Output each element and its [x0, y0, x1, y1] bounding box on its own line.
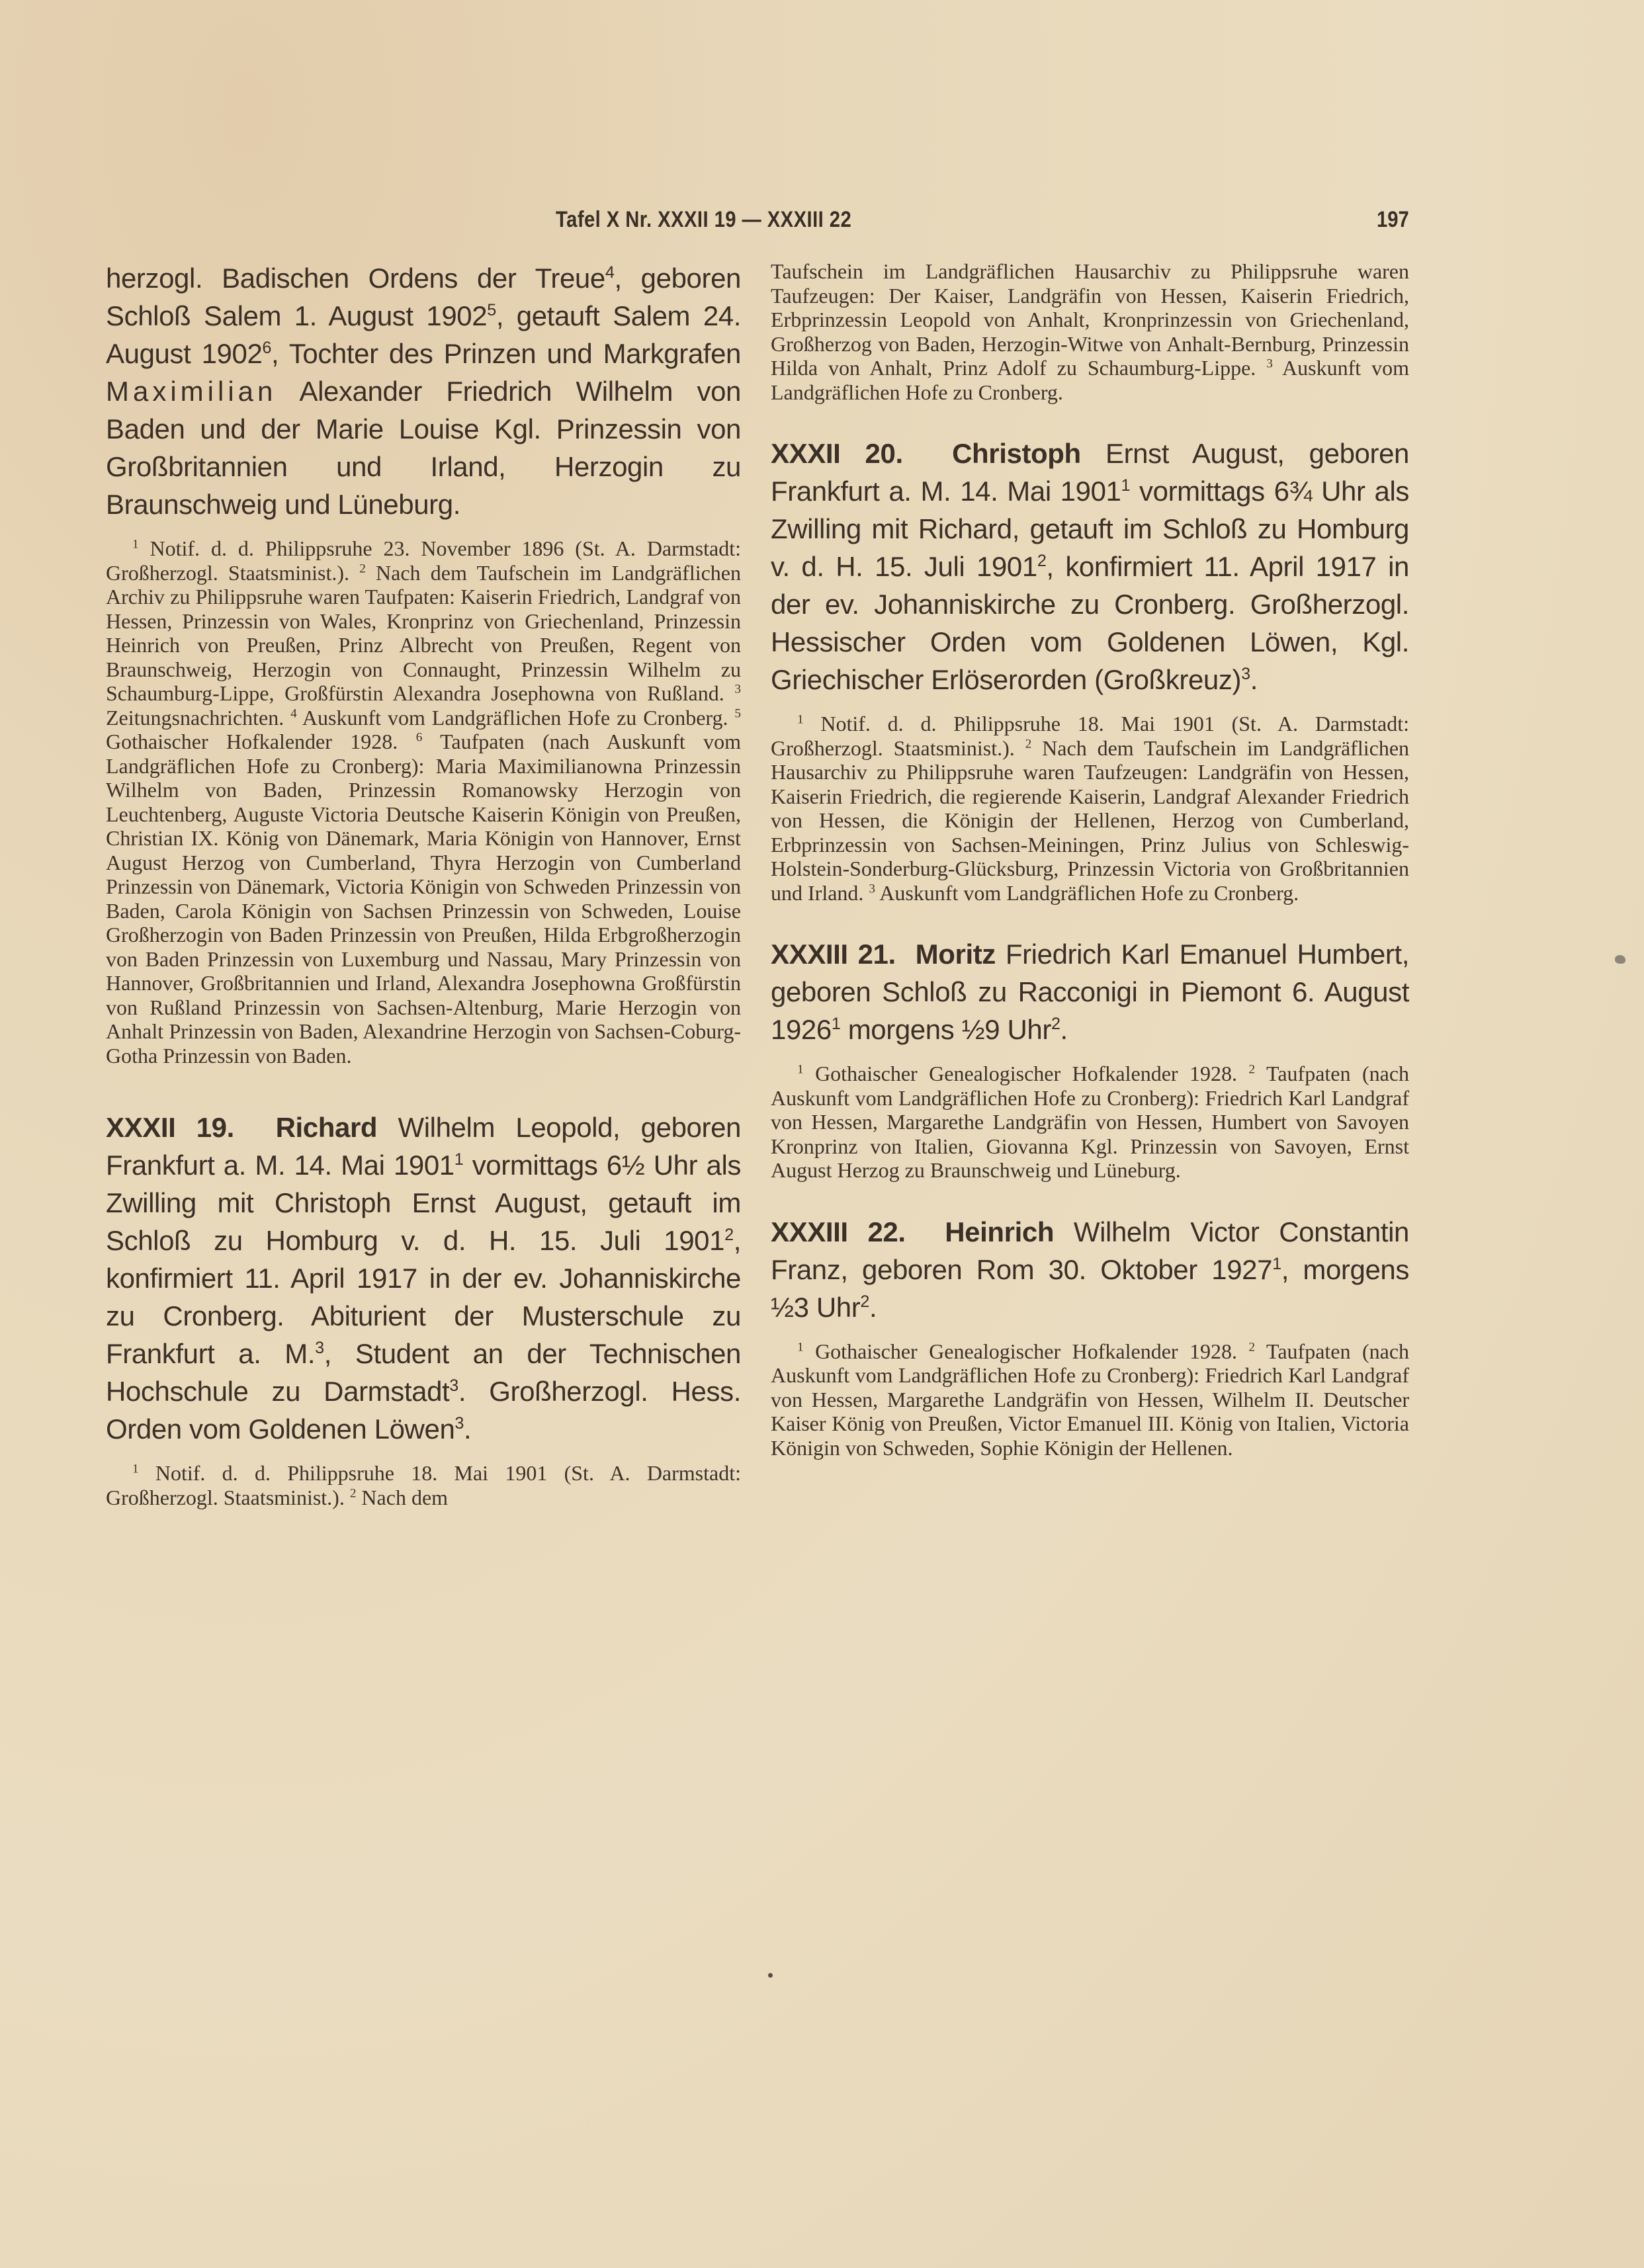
footnote-ref: 1 — [1272, 1254, 1281, 1273]
text: . Großherzogl. Hess. Orden vom Goldenen Löwen — [106, 1376, 741, 1445]
entry-xxxii-19 — [106, 1109, 741, 1448]
text: . — [869, 1291, 877, 1323]
entry-continuation — [106, 259, 741, 523]
entry-number: XXXIII 21. — [771, 939, 896, 970]
text: , geboren Schloß Salem 1. August 1902 — [106, 263, 741, 331]
footnotes-xxxii-20 — [771, 712, 1409, 905]
footnote-mark: 6 — [415, 730, 423, 745]
text: herzogl. Badischen Ordens der Treue — [106, 263, 605, 294]
footnote-ref: 4 — [605, 263, 615, 282]
text: Ernst August, geboren Frankfurt a. M. 14. Mai 1901 — [771, 438, 1409, 507]
footnote-ref: 2 — [1051, 1015, 1060, 1033]
text: , konfirmiert 11. April 1917 in der ev. Johanniskirche zu Cronberg. Abiturient der Musterschule zu Frankfurt a. M. — [106, 1225, 741, 1369]
footnotes-xxxiii-21 — [771, 1062, 1409, 1183]
footnote-text: Auskunft vom Landgräflichen Hofe zu Cronberg. — [875, 880, 1299, 905]
footnote-mark: 2 — [359, 561, 366, 575]
footnote-mark: 2 — [1025, 736, 1032, 751]
footnote-text: Taufschein im Landgräflichen Hausarchiv zu Philippsruhe waren Taufzeugen: Der Kaiser, Landgräfin von Hessen, Kaiserin Friedrich, Erbprinzessin Leopold von Anhalt, Kronprinzessin von Griechenland, Großherzog von Baden, Herzogin-Witwe von Anhalt-Bernburg, Prinzessin Hilda von Anhalt, Prinz Adolf zu Schaumburg-Lippe. — [771, 259, 1409, 380]
footnotes-continuation — [106, 536, 741, 1068]
footnote-text: Notif. d. d. Philippsruhe 18. Mai 1901 (St. A. Darmstadt: Großherzogl. Staatsminist.). — [106, 1461, 741, 1509]
text: . — [1060, 1014, 1068, 1045]
text: Wilhelm Leopold, geboren Frankfurt a. M. 14. Mai 1901 — [106, 1112, 741, 1181]
entry-name: Christoph — [952, 438, 1081, 469]
running-header — [556, 202, 1409, 241]
left-column — [106, 259, 741, 1509]
text: , konfirmiert 11. April 1917 in der ev. Johanniskirche zu Cronberg. Großherzogl. Hessischer Orden vom Goldenen Löwen, Kgl. Griechischer Erlöserorden (Großkreuz) — [771, 551, 1410, 695]
right-column — [771, 259, 1409, 1460]
footnote-text: Zeitungsnachrichten. — [106, 705, 284, 730]
footnote-text: Nach dem — [356, 1485, 449, 1509]
footnote-mark: 1 — [797, 1062, 804, 1077]
paper-blemish — [1615, 955, 1625, 964]
entry-name: Moritz — [915, 939, 996, 970]
footnote-ref: 2 — [860, 1292, 869, 1311]
footnote-mark: 2 — [1248, 1062, 1256, 1077]
footnote-mark: 3 — [1266, 357, 1273, 371]
text: vormittags 6¾ Uhr als Zwilling mit Richard, getauft im Schloß zu Homburg v. d. H. 15. Juli 1901 — [771, 476, 1409, 582]
footnote-text: Taufpaten (nach Auskunft vom Landgräflichen Hofe zu Cronberg): Friedrich Karl Landgraf von Hessen, Margarethe Landgräfin von Hessen, Wilhelm II. Deutscher Kaiser König von Preußen, Victor Emanuel III. König von Italien, Victoria Königin von Schweden, Sophie Königin der Hellenen. — [771, 1339, 1410, 1460]
footnote-mark: 1 — [797, 712, 804, 727]
footnote-text: Auskunft vom Landgräflichen Hofe zu Cronberg. — [296, 705, 728, 730]
footnote-ref: 3 — [315, 1339, 324, 1357]
footnote-mark: 1 — [132, 1462, 139, 1476]
footnote-ref: 2 — [1037, 552, 1047, 570]
footnote-text: Nach dem Taufschein im Landgräflichen Hausarchiv zu Philippsruhe waren Taufzeugen: Landgräfin von Hessen, Kaiserin Friedrich, die regierende Kaiserin, Landgraf Alexander Friedrich von Hessen, die Königin der Hellenen, Herzog von Cumberland, Erbprinzessin von Sachsen-Meiningen, Prinz Julius von Schleswig-Holstein-Sonderburg-Glücksburg, Prinzessin Victoria von Großbritannien und Irland. — [771, 735, 1410, 905]
footnote-mark: 5 — [734, 706, 742, 720]
footnote-mark: 3 — [869, 881, 875, 896]
footnote-ref: 2 — [724, 1226, 734, 1244]
footnote-text: Auskunft vom Landgräflichen Hofe zu Cronberg. — [771, 356, 1410, 404]
text: . — [464, 1413, 472, 1445]
footnote-mark: 2 — [349, 1486, 357, 1500]
footnote-mark: 4 — [290, 706, 297, 720]
text: vormittags 6½ Uhr als Zwilling mit Christoph Ernst August, getauft im Schloß zu Homburg v. d. H. 15. Juli 1901 — [106, 1150, 742, 1256]
text: , getauft Salem 24. August 1902 — [106, 300, 742, 369]
footnote-text: Taufpaten (nach Auskunft vom Landgräflichen Hofe zu Cronberg): Maria Maximilianowna Prinzessin Wilhelm von Baden, Prinzessin Romanowsky Herzogin von Leuchtenberg, Auguste Victoria Deutsche Kaiserin Königin von Preußen, Christian IX. König von Dänemark, Maria Königin von Hannover, Ernst August Herzog von Cumberland, Thyra Herzogin von Cumberland Prinzessin von Dänemark, Victoria Königin von Schweden Prinzessin von Baden, Carola Königin von Sachsen Prinzessin von Schweden, Louise Großherzogin von Baden Prinzessin von Preußen, Hilda Erbgroßherzogin von Baden Prinzessin von Luxemburg und Nassau, Mary Prinzessin von Hannover, Großbritannien und Irland, Alexandra Josephowna Großfürstin von Rußland Prinzessin von Sachsen-Altenburg, Marie Herzogin von Anhalt Prinzessin von Baden, Alexandrine Herzogin von Sachsen-Coburg-Gotha Prinzessin von Baden. — [106, 730, 742, 1068]
footnote-ref: 3 — [449, 1376, 458, 1395]
footnote-mark: 2 — [1248, 1339, 1256, 1354]
footnote-ref: 3 — [454, 1414, 464, 1433]
text: , Tochter des Prinzen und Markgrafen — [271, 338, 741, 369]
entry-name: Heinrich — [945, 1216, 1055, 1247]
footnote-ref: 3 — [1241, 665, 1250, 683]
footnotes-xxxiii-22 — [771, 1339, 1409, 1460]
text: Friedrich Karl Emanuel Humbert, geboren Schloß zu Racconigi in Piemont 6. August 1926 — [771, 939, 1409, 1045]
text: , morgens ½3 Uhr — [771, 1253, 1409, 1323]
text: Wilhelm Victor Constantin Franz, geboren Rom 30. Oktober 1927 — [771, 1216, 1409, 1285]
footnote-ref: 1 — [1121, 476, 1131, 495]
text: morgens ½9 Uhr — [840, 1014, 1051, 1045]
entry-xxxiii-22 — [771, 1213, 1409, 1326]
footnote-ref: 1 — [831, 1015, 841, 1033]
footnote-mark: 3 — [734, 682, 742, 696]
running-title: Tafel X Nr. XXXII 19 — XXXIII 22 — [556, 207, 852, 232]
entry-number: XXXII 20. — [771, 438, 903, 469]
entry-name: Richard — [275, 1112, 378, 1143]
spaced-name: Maximilian — [106, 376, 277, 407]
footnote-mark: 1 — [797, 1339, 804, 1354]
page-number: 197 — [1377, 207, 1409, 232]
footnote-ref: 5 — [487, 301, 496, 319]
footnote-ref: 6 — [262, 339, 272, 357]
text: Alexander Friedrich Wilhelm von Baden und der Marie Louise Kgl. Prinzessin von Großbritannien und Irland, Herzogin zu Braunschweig und Lüneburg. — [106, 376, 741, 520]
footnote-text: Gothaischer Genealogischer Hofkalender 1928. — [803, 1062, 1238, 1085]
footnotes-xxxii-19-continued — [771, 259, 1409, 404]
entry-xxxiii-21 — [771, 935, 1409, 1048]
footnote-text: Notif. d. d. Philippsruhe 18. Mai 1901 (St. A. Darmstadt: Großherzogl. Staatsminist.). — [771, 712, 1409, 760]
entry-number: XXXII 19. — [106, 1112, 234, 1143]
text: . — [1250, 664, 1258, 695]
footnote-text: Notif. d. d. Philippsruhe 23. November 1896 (St. A. Darmstadt: Großherzogl. Staatsminist.). — [106, 536, 741, 585]
footnote-ref: 1 — [454, 1150, 464, 1169]
footnote-text: Gothaischer Hofkalender 1928. — [106, 730, 398, 753]
text: , Student an der Technischen Hochschule zu Darmstadt — [106, 1338, 742, 1407]
footnotes-xxxii-19 — [106, 1461, 741, 1509]
ink-speck — [768, 1973, 773, 1978]
footnote-text: Taufpaten (nach Auskunft vom Landgräflichen Hofe zu Cronberg): Friedrich Karl Landgraf von Hessen, Margarethe Landgräfin von Hessen, Humbert von Savoyen Kronprinz von Italien, Giovanna Kgl. Prinzessin von Savoyen, Ernst August Herzog zu Braunschweig und Lüneburg. — [771, 1062, 1410, 1182]
entry-xxxii-20 — [771, 435, 1409, 698]
footnote-text: Nach dem Taufschein im Landgräflichen Archiv zu Philippsruhe waren Taufpaten: Kaiserin Friedrich, Landgraf von Hessen, Prinzessin von Wales, Kronprinz von Griechenland, Prinzessin Heinrich von Preußen, Prinz Albrecht von Preußen, Regent von Braunschweig, Herzogin von Connaught, Prinzessin Wilhelm zu Schaumburg-Lippe, Großfürstin Alexandra Josephowna von Rußland. — [106, 560, 742, 705]
footnote-mark: 1 — [132, 537, 139, 552]
footnote-text: Gothaischer Genealogischer Hofkalender 1928. — [803, 1339, 1238, 1363]
entry-number: XXXIII 22. — [771, 1216, 906, 1247]
